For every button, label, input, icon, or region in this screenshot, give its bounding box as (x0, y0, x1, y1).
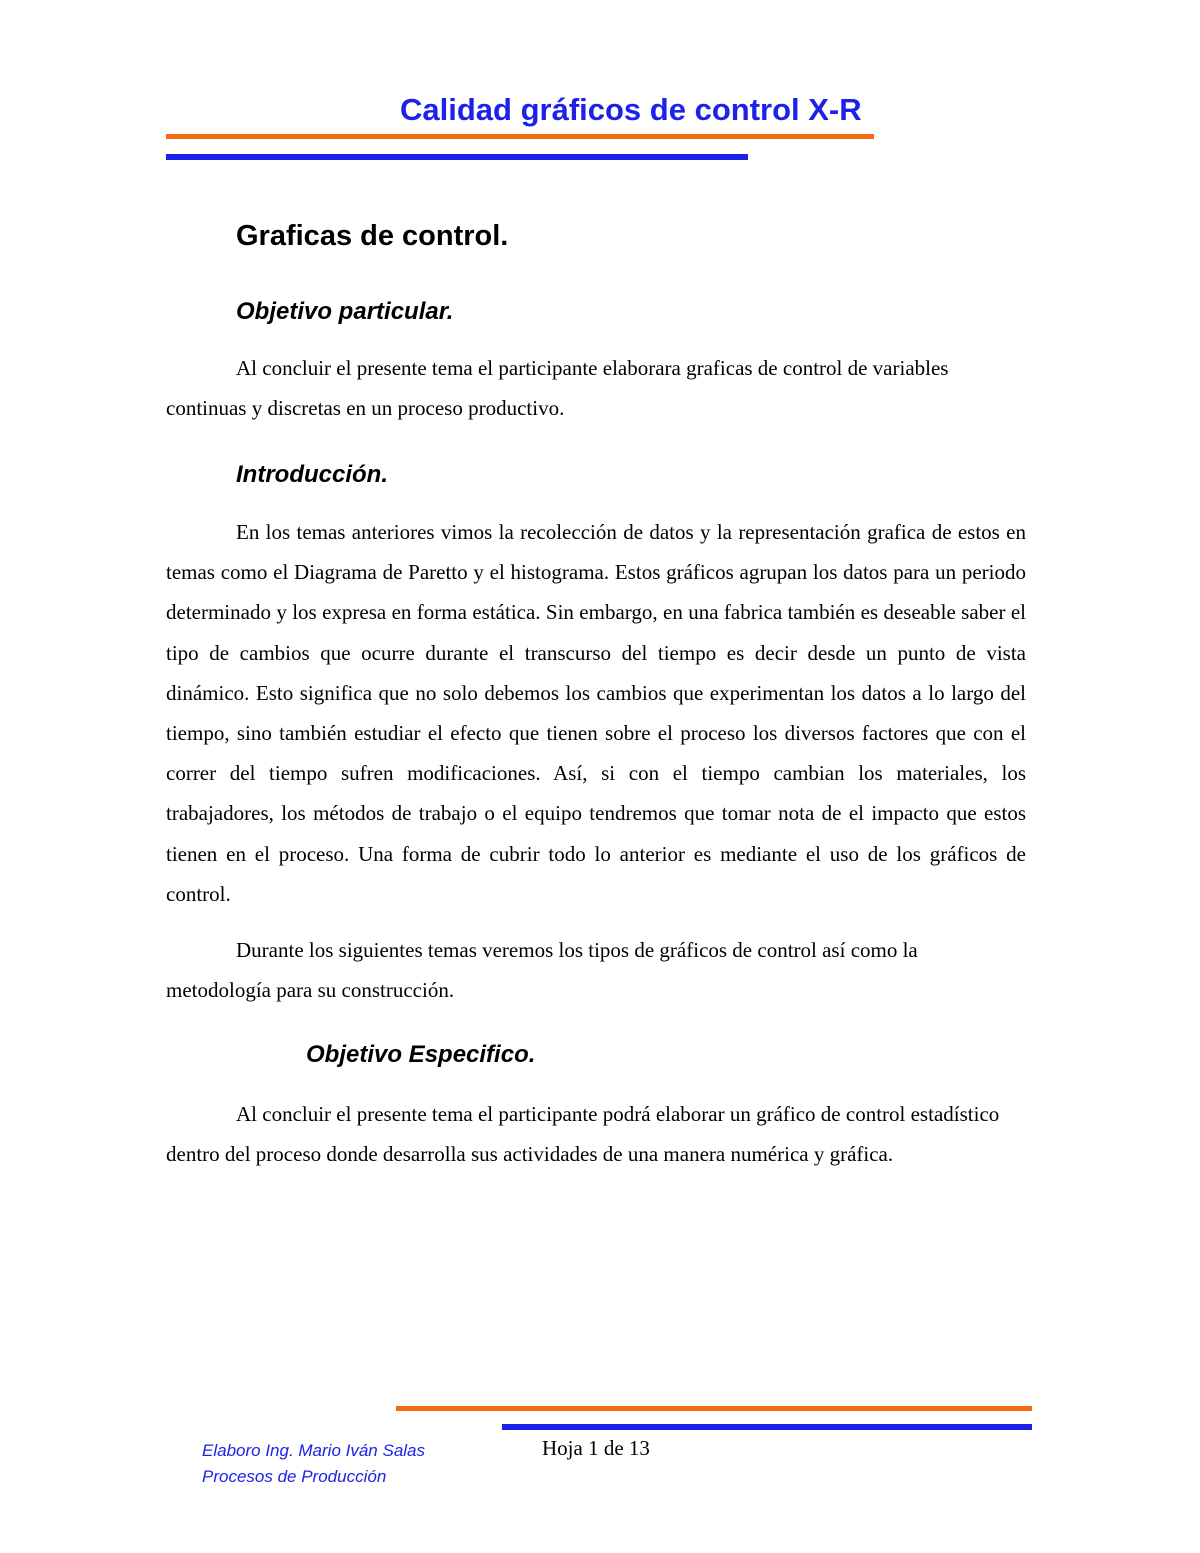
introduccion-paragraph-2: Durante los siguientes temas veremos los tipos de gráficos de control así como la metodología para su construcción. (166, 938, 918, 1003)
header-blue-rule (166, 154, 748, 160)
header-title: Calidad gráficos de control X-R (400, 92, 862, 127)
introduccion-heading: Introducción. (236, 461, 388, 488)
header-orange-rule (166, 134, 874, 139)
footer-author: Elaboro Ing. Mario Iván Salas (202, 1441, 426, 1460)
footer-course: Procesos de Producción (202, 1467, 387, 1486)
objetivo-especifico-heading: Objetivo Especifico. (306, 1041, 536, 1068)
main-heading: Graficas de control. (236, 220, 509, 252)
objetivo-particular-text: Al concluir el presente tema el participante elaborara graficas de control de variables continuas y discretas en un proceso productivo. (166, 356, 949, 421)
objetivo-especifico-text: Al concluir el presente tema el participante podrá elaborar un gráfico de control estadístico dentro del proceso donde desarrolla sus actividades de una manera numérica y gráfica. (166, 1102, 1000, 1167)
introduccion-paragraph-1: En los temas anteriores vimos la recolección de datos y la representación grafica de estos en temas como el Diagrama de Paretto y el histograma. Estos gráficos agrupan los datos para un periodo determinado y los expresa en forma estática. Sin embargo, en una fabrica también es deseable saber el tipo de cambios que ocurre durante el transcurso del tiempo es decir desde un punto de vista dinámico. Esto significa que no solo debemos los cambios que experimentan los datos a lo largo del tiempo, sino también estudiar el efecto que tienen sobre el proceso los diversos factores que con el correr del tiempo sufren modificaciones. Así, si con el tiempo cambian los materiales, los trabajadores, los métodos de trabajo o el equipo tendremos que tomar nota de el impacto que estos tienen en el proceso. Una forma de cubrir todo lo anterior es mediante el uso de los gráficos de control. (166, 520, 1026, 906)
objetivo-particular-heading: Objetivo particular. (236, 298, 454, 325)
footer-blue-rule (502, 1424, 1032, 1430)
footer-orange-rule (396, 1406, 1032, 1411)
footer-credits (202, 1438, 425, 1490)
page-number: Hoja 1 de 13 (542, 1436, 650, 1460)
